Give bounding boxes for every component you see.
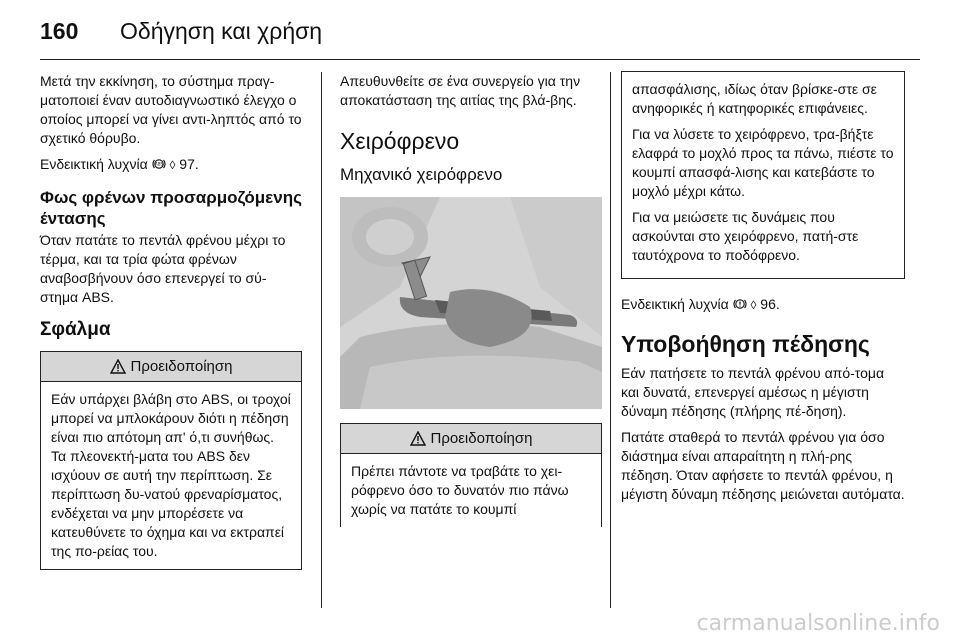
section-heading-adaptive-brake-light: Φως φρένων προσαρμοζόμενης έντασης <box>40 188 302 228</box>
warning-box-continued <box>621 71 905 279</box>
subheading-mechanical-parking-brake: Μηχανικό χειρόφρενο <box>340 165 503 184</box>
intro-paragraph: Απευθυνθείτε σε ένα συνεργείο για την αποκατάσταση της αιτίας της βλά-βης. <box>340 73 581 108</box>
page-ref-arrow-icon: ◊ <box>750 298 757 312</box>
warning-title: Προειδοποίηση <box>130 358 233 375</box>
page-title: Οδήγηση και χρήση <box>120 18 323 44</box>
column-divider <box>321 72 322 608</box>
warning-header <box>41 352 301 382</box>
column-3 <box>621 72 905 511</box>
reduce-force-instructions: Για να μειώσετε τις δυνάμεις που ασκούνται στο χειρόφρενο, πατή-στε ταυτόχρονα το ποδόφρενο. <box>632 209 859 263</box>
column-2 <box>340 72 602 527</box>
column-1 <box>40 72 302 570</box>
brake-assist-text-2: Πατάτε σταθερά το πεντάλ φρένου για όσο διάστημα είναι απαραίτητη η πλή-ρης πέδηση. Όταν αφήσετε το πεντάλ φρένου, η μέγιστη δύναμη πέδησης μειώνεται αυτόματα. <box>621 429 905 502</box>
section-heading-brake-assist: Υποβοήθηση πέδησης <box>621 331 870 357</box>
brake-warning-light-icon <box>733 297 747 311</box>
warning-triangle-icon <box>110 359 126 374</box>
indicator-reference: Ενδεικτική λυχνία ABS ◊ 97. <box>40 155 302 175</box>
page-header <box>40 6 920 56</box>
page-ref-arrow-icon: ◊ <box>169 158 176 172</box>
section-heading-fault: Σφάλμα <box>40 319 111 340</box>
adaptive-brake-light-text: Όταν πατάτε το πεντάλ φρένου μέχρι το τέρμα, και τα τρία φώτα φρένων αναβοσβήνουν όσο επενεργεί το σύ-στημα ABS. <box>40 232 286 305</box>
watermark: carmanualsonline.info <box>696 611 940 636</box>
warning-box <box>40 351 302 570</box>
page-number: 160 <box>40 18 79 44</box>
warning-text: Πρέπει πάντοτε να τραβάτε το χει-ρόφρενο όσο το δυνατόν πιο πάνω χωρίς να πατάτε το κουμπί <box>351 463 569 517</box>
warning-box <box>340 423 602 527</box>
section-heading-parking-brake: Χειρόφρενο <box>340 128 460 154</box>
warning-header <box>341 424 601 454</box>
warning-title: Προειδοποίηση <box>430 430 533 447</box>
release-instructions: Για να λύσετε το χειρόφρενο, τρα-βήξτε ελαφρά το μοχλό προς τα πάνω, πιέστε το κουμπί απασφά-λισης και κατεβάστε το μοχλό μέχρι κάτω. <box>632 126 894 199</box>
svg-text:ABS: ABS <box>154 161 163 167</box>
header-divider <box>40 59 920 60</box>
parking-brake-image <box>340 197 602 409</box>
abs-warning-light-icon <box>152 157 166 171</box>
page-ref-link[interactable]: 96. <box>760 296 780 312</box>
indicator-reference: Ενδεικτική λυχνία ◊ 96. <box>621 295 905 315</box>
warning-continued-text: απασφάλισης, ιδίως όταν βρίσκε-στε σε ανηφορικές ή κατηφορικές επιφάνειες. <box>632 81 877 116</box>
column-divider <box>610 72 611 608</box>
warning-text: Εάν υπάρχει βλάβη στο ABS, οι τροχοί μπορεί να μπλοκάρουν διότι η πέδηση είναι πιο απότομη απ' ό,τι συνήθως. Τα πλεονεκτή-ματα του ABS δεν ισχύουν σε αυτή την περίπτωση. Σε περίπτωση δυ-νατού φρεναρίσματος, ενδέχεται να μην μπορέσετε να κατευθύνετε το όχημα και να εκτραπεί της πο-ρείας του. <box>51 391 291 559</box>
warning-triangle-icon <box>410 431 426 446</box>
intro-paragraph: Μετά την εκκίνηση, το σύστημα πραγ-ματοποιεί έναν αυτοδιαγνωστικό έλεγχο ο οποίος μπορεί να γίνει αντι-ληπτός από το σχετικό θόρυβο. <box>40 73 302 146</box>
brake-assist-text-1: Εάν πατήσετε το πεντάλ φρένου από-τομα και δυνατά, επενεργεί αμέσως η μέγιστη δύναμη πέδησης (πλήρης πέ-δηση). <box>621 365 885 419</box>
page-ref-link[interactable]: 97. <box>179 156 199 172</box>
